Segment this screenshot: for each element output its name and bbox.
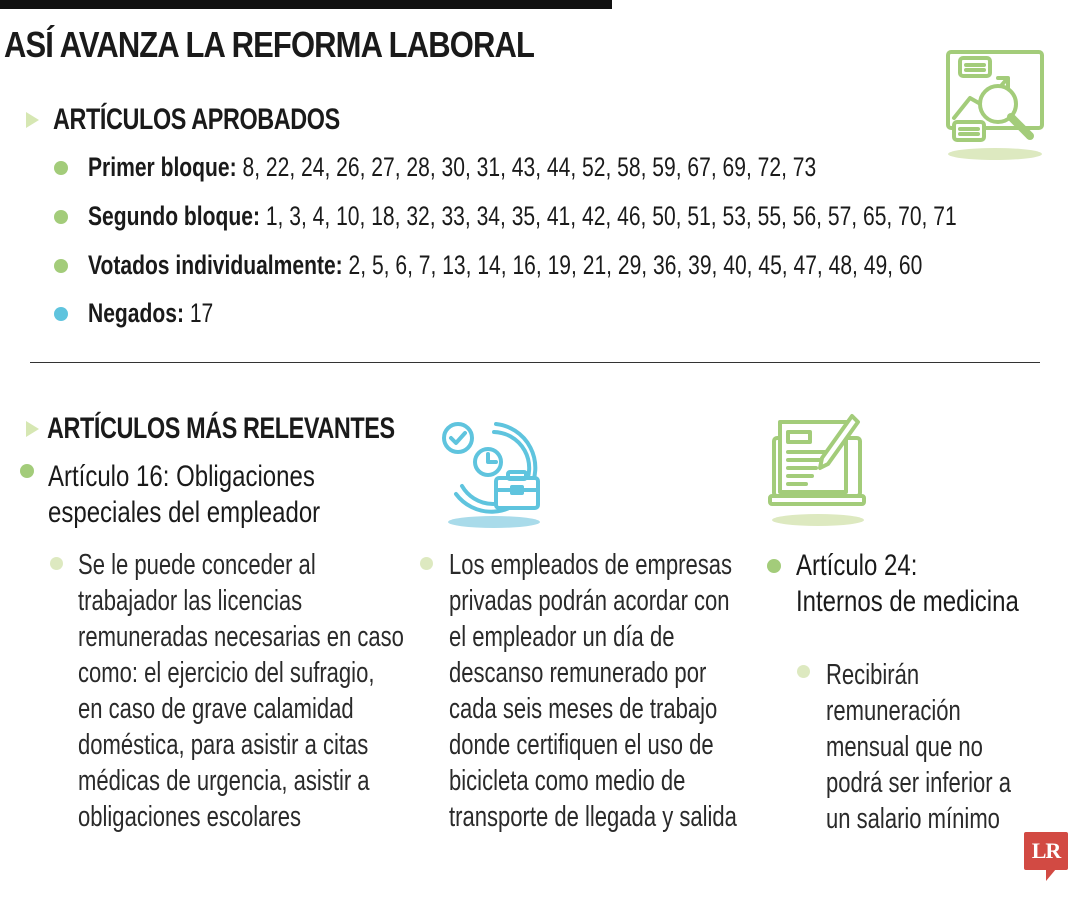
light-dot-icon bbox=[420, 557, 433, 570]
green-dot-icon bbox=[767, 559, 781, 573]
text-line: en caso de grave calamidad bbox=[78, 693, 354, 725]
text-line: remuneradas necesarias en caso bbox=[78, 621, 404, 653]
triangle-bullet-icon bbox=[26, 112, 39, 128]
light-dot-icon bbox=[797, 665, 810, 678]
approved-row-segundo-bloque bbox=[54, 201, 1080, 232]
article-24-detail bbox=[826, 657, 1011, 837]
text-line: transporte de llegada y salida bbox=[449, 801, 737, 833]
row-values: 8, 22, 24, 26, 27, 28, 30, 31, 43, 44, 52, 58, 59, 67, 69, 72, 73 bbox=[242, 152, 817, 182]
page-title: ASÍ AVANZA LA REFORMA LABORAL bbox=[4, 24, 535, 65]
text-line: un salario mínimo bbox=[826, 803, 1000, 835]
text-line: podrá ser inferior a bbox=[826, 767, 1011, 799]
row-values: 2, 5, 6, 7, 13, 14, 16, 19, 21, 29, 36, 39, 40, 45, 47, 48, 49, 60 bbox=[348, 250, 923, 280]
article-16-title-line: Artículo 16: Obligaciones bbox=[48, 460, 315, 493]
approved-row-votados bbox=[54, 250, 1080, 281]
row-label: Primer bloque: bbox=[88, 152, 237, 182]
row-label: Segundo bloque: bbox=[88, 201, 260, 231]
row-values: 1, 3, 4, 10, 18, 32, 33, 34, 35, 41, 42, 46, 50, 51, 53, 55, 56, 57, 65, 70, 71 bbox=[265, 201, 957, 231]
approved-row-negados bbox=[54, 298, 249, 329]
approved-row-primer-bloque bbox=[54, 152, 1022, 183]
article-24-title-line: Artículo 24: bbox=[796, 549, 918, 582]
text-line: remuneración bbox=[826, 695, 961, 727]
text-line: Se le puede conceder al bbox=[78, 549, 316, 581]
row-label: Votados individualmente: bbox=[88, 250, 343, 280]
text-line: Los empleados de empresas bbox=[449, 549, 733, 581]
article-16-detail-2 bbox=[449, 547, 737, 835]
text-line: privadas podrán acordar con bbox=[449, 585, 730, 617]
triangle-bullet-icon bbox=[26, 421, 39, 437]
text-line: bicicleta como medio de bbox=[449, 765, 686, 797]
text-line: doméstica, para asistir a citas bbox=[78, 729, 369, 761]
article-24-title bbox=[796, 548, 1019, 620]
article-24-title-line: Internos de medicina bbox=[796, 585, 1019, 618]
text-line: mensual que no bbox=[826, 731, 983, 763]
text-line: médicas de urgencia, asistir a bbox=[78, 765, 370, 797]
green-dot-icon bbox=[54, 210, 68, 224]
text-line: donde certifiquen el uso de bbox=[449, 729, 714, 761]
section-approved-heading bbox=[26, 103, 421, 137]
lr-logo-tail bbox=[1046, 869, 1056, 881]
text-line: obligaciones escolares bbox=[78, 801, 301, 833]
article-16-title-line: especiales del empleador bbox=[48, 496, 321, 529]
light-dot-icon bbox=[50, 557, 63, 570]
section-approved-label: ARTÍCULOS APROBADOS bbox=[53, 103, 340, 136]
lr-logo: LR bbox=[1024, 832, 1068, 870]
laptop-document-pen-icon bbox=[766, 408, 870, 530]
green-dot-icon bbox=[20, 464, 34, 478]
text-line: como: el ejercicio del sufragio, bbox=[78, 657, 375, 689]
row-values: 17 bbox=[189, 298, 214, 328]
article-16-title bbox=[48, 459, 320, 531]
text-line: el empleador un día de bbox=[449, 621, 675, 653]
text-line: cada seis meses de trabajo bbox=[449, 693, 718, 725]
top-rule bbox=[0, 0, 612, 9]
section-relevant-heading bbox=[26, 412, 493, 446]
blue-dot-icon bbox=[54, 307, 68, 321]
section-relevant-label: ARTÍCULOS MÁS RELEVANTES bbox=[47, 412, 395, 445]
section-divider bbox=[30, 362, 1040, 363]
text-line: trabajador las licencias bbox=[78, 585, 303, 617]
row-label: Negados: bbox=[88, 298, 184, 328]
green-dot-icon bbox=[54, 259, 68, 273]
clock-briefcase-icon bbox=[436, 410, 546, 532]
green-dot-icon bbox=[54, 161, 68, 175]
text-line: Recibirán bbox=[826, 659, 920, 691]
text-line: descanso remunerado por bbox=[449, 657, 707, 689]
article-16-detail-1 bbox=[78, 547, 404, 835]
analytics-magnifier-icon bbox=[940, 48, 1050, 166]
